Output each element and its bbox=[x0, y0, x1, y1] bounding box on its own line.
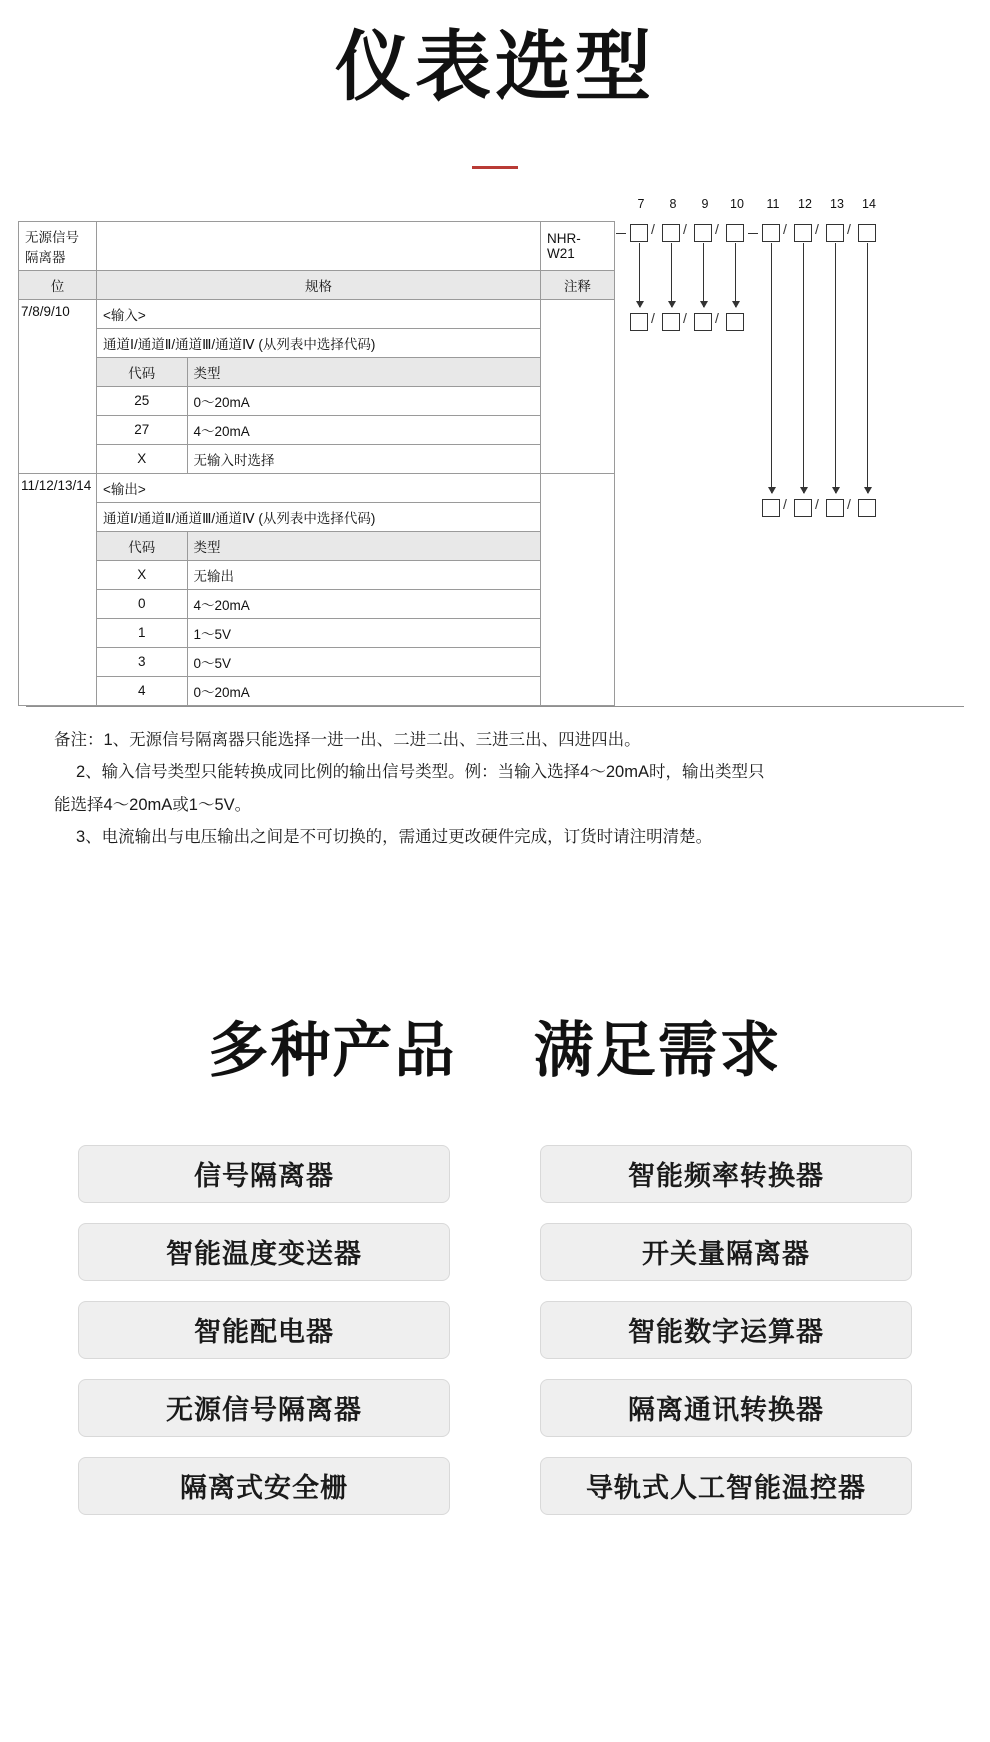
input-type: 0～20mA bbox=[187, 387, 540, 415]
diagram-box bbox=[762, 224, 780, 242]
diagram-box bbox=[694, 224, 712, 242]
product-pill[interactable]: 隔离通讯转换器 bbox=[540, 1379, 912, 1437]
diagram-arrow bbox=[803, 243, 804, 493]
diagram-arrow bbox=[639, 243, 640, 307]
diagram-slash: / bbox=[783, 220, 787, 237]
notes-block bbox=[54, 725, 936, 853]
output-positions: 11/12/13/14 bbox=[19, 473, 97, 705]
diagram-box bbox=[794, 224, 812, 242]
table-row-input-code-header bbox=[19, 357, 615, 386]
diagram-box bbox=[630, 224, 648, 242]
diagram-number: 7 bbox=[637, 196, 645, 211]
diagram-number: 10 bbox=[730, 196, 744, 211]
diagram-arrow bbox=[771, 243, 772, 493]
output-type: 0～20mA bbox=[187, 676, 540, 705]
output-channels: 通道Ⅰ/通道Ⅱ/通道Ⅲ/通道Ⅳ (从列表中选择代码) bbox=[97, 502, 541, 531]
note-line-2b: 能选择4～20mA或1～5V。 bbox=[54, 795, 252, 814]
input-label: <输入> bbox=[97, 299, 541, 328]
diagram-box-output bbox=[858, 499, 876, 517]
diagram-number: 9 bbox=[701, 196, 709, 211]
model-code-diagram bbox=[630, 196, 960, 641]
diagram-slash: / bbox=[847, 220, 851, 237]
table-row-input-code-1 bbox=[19, 386, 615, 415]
table-row-product bbox=[19, 221, 615, 270]
product-pill[interactable]: 智能温度变送器 bbox=[78, 1223, 450, 1281]
input-type-header: 类型 bbox=[187, 358, 540, 386]
input-channels: 通道Ⅰ/通道Ⅱ/通道Ⅲ/通道Ⅳ (从列表中选择代码) bbox=[97, 328, 541, 357]
header-spec: 规格 bbox=[97, 270, 541, 299]
product-pill-grid bbox=[0, 1145, 990, 1515]
product-name-spacer bbox=[97, 221, 541, 270]
selection-table bbox=[18, 221, 615, 706]
output-type: 1～5V bbox=[187, 618, 540, 647]
output-code: 4 bbox=[97, 676, 187, 705]
diagram-box-output bbox=[762, 499, 780, 517]
diagram-number: 14 bbox=[862, 196, 876, 211]
selection-table-area bbox=[0, 196, 990, 706]
product-pill[interactable]: 导轨式人工智能温控器 bbox=[540, 1457, 912, 1515]
diagram-box-input bbox=[662, 313, 680, 331]
section2-title bbox=[0, 1003, 990, 1089]
diagram-box-input bbox=[726, 313, 744, 331]
diagram-arrow bbox=[735, 243, 736, 307]
diagram-box-input bbox=[630, 313, 648, 331]
diagram-arrow bbox=[671, 243, 672, 307]
diagram-dash bbox=[616, 233, 626, 234]
table-row-output-code-header bbox=[19, 531, 615, 560]
diagram-number: 13 bbox=[830, 196, 844, 211]
title-divider bbox=[472, 166, 518, 169]
product-pill[interactable]: 信号隔离器 bbox=[78, 1145, 450, 1203]
page-title: 仪表选型 bbox=[335, 25, 655, 110]
diagram-slash: / bbox=[715, 309, 719, 326]
diagram-box-output bbox=[794, 499, 812, 517]
diagram-arrow bbox=[835, 243, 836, 493]
input-type: 4～20mA bbox=[187, 416, 540, 445]
note-line-3: 3、电流输出与电压输出之间是不可切换的，需通过更改硬件完成，订货时请注明清楚。 bbox=[76, 828, 713, 847]
model-cell: NHR-W21 bbox=[541, 221, 615, 270]
product-pill[interactable]: 智能配电器 bbox=[78, 1301, 450, 1359]
input-positions: 7/8/9/10 bbox=[19, 299, 97, 473]
diagram-box-output bbox=[826, 499, 844, 517]
output-note-cell bbox=[541, 473, 615, 705]
table-row-headers bbox=[19, 270, 615, 299]
diagram-dash bbox=[748, 233, 758, 234]
diagram-arrow bbox=[703, 243, 704, 307]
diagram-slash: / bbox=[815, 495, 819, 512]
input-code: 25 bbox=[97, 387, 187, 415]
section2-title-right: 满足需求 bbox=[533, 1016, 782, 1084]
diagram-slash: / bbox=[651, 220, 655, 237]
output-code: X bbox=[97, 561, 187, 589]
diagram-box bbox=[858, 224, 876, 242]
output-type: 无输出 bbox=[187, 561, 540, 589]
input-note-cell bbox=[541, 299, 615, 473]
diagram-box bbox=[826, 224, 844, 242]
product-pill[interactable]: 无源信号隔离器 bbox=[78, 1379, 450, 1437]
product-pill[interactable]: 开关量隔离器 bbox=[540, 1223, 912, 1281]
diagram-box bbox=[726, 224, 744, 242]
output-label: <输出> bbox=[97, 473, 541, 502]
product-name-cell: 无源信号隔离器 bbox=[19, 221, 97, 270]
diagram-number: 8 bbox=[669, 196, 677, 211]
output-type-header: 类型 bbox=[187, 532, 540, 560]
diagram-slash: / bbox=[783, 495, 787, 512]
diagram-slash: / bbox=[715, 220, 719, 237]
diagram-slash: / bbox=[683, 309, 687, 326]
product-pill[interactable]: 智能频率转换器 bbox=[540, 1145, 912, 1203]
diagram-slash: / bbox=[683, 220, 687, 237]
table-row-output-code-rest bbox=[19, 589, 615, 705]
note-line-1: 备注：1、无源信号隔离器只能选择一进一出、二进二出、三进三出、四进四出。 bbox=[54, 730, 641, 749]
diagram-number: 11 bbox=[766, 196, 780, 211]
note-line-2: 2、输入信号类型只能转换成同比例的输出信号类型。例：当输入选择4～20mA时，输出类型只 bbox=[76, 763, 765, 782]
diagram-slash: / bbox=[651, 309, 655, 326]
input-code: X bbox=[97, 444, 187, 473]
table-bottom-divider bbox=[26, 706, 964, 707]
output-code: 0 bbox=[97, 590, 187, 619]
diagram-box-input bbox=[694, 313, 712, 331]
output-code: 3 bbox=[97, 647, 187, 676]
diagram-box bbox=[662, 224, 680, 242]
header-note: 注释 bbox=[541, 270, 615, 299]
output-code-header: 代码 bbox=[97, 532, 187, 560]
table-row-output-code-1 bbox=[19, 560, 615, 589]
output-code: 1 bbox=[97, 618, 187, 647]
diagram-slash: / bbox=[815, 220, 819, 237]
output-type: 0～5V bbox=[187, 647, 540, 676]
table-row-input-code-2 bbox=[19, 415, 615, 473]
table-row-output-label bbox=[19, 473, 615, 502]
product-pill[interactable]: 智能数字运算器 bbox=[540, 1301, 912, 1359]
diagram-number: 12 bbox=[798, 196, 812, 211]
input-code-header: 代码 bbox=[97, 358, 187, 386]
table-row-input-channels bbox=[19, 328, 615, 357]
output-type: 4～20mA bbox=[187, 590, 540, 619]
table-row-input-label bbox=[19, 299, 615, 328]
diagram-slash: / bbox=[847, 495, 851, 512]
table-row-output-channels bbox=[19, 502, 615, 531]
diagram-arrow bbox=[867, 243, 868, 493]
product-pill[interactable]: 隔离式安全栅 bbox=[78, 1457, 450, 1515]
input-code: 27 bbox=[97, 416, 187, 445]
section2-title-left: 多种产品 bbox=[208, 1016, 457, 1084]
header-position: 位 bbox=[19, 270, 97, 299]
input-type: 无输入时选择 bbox=[187, 444, 540, 473]
